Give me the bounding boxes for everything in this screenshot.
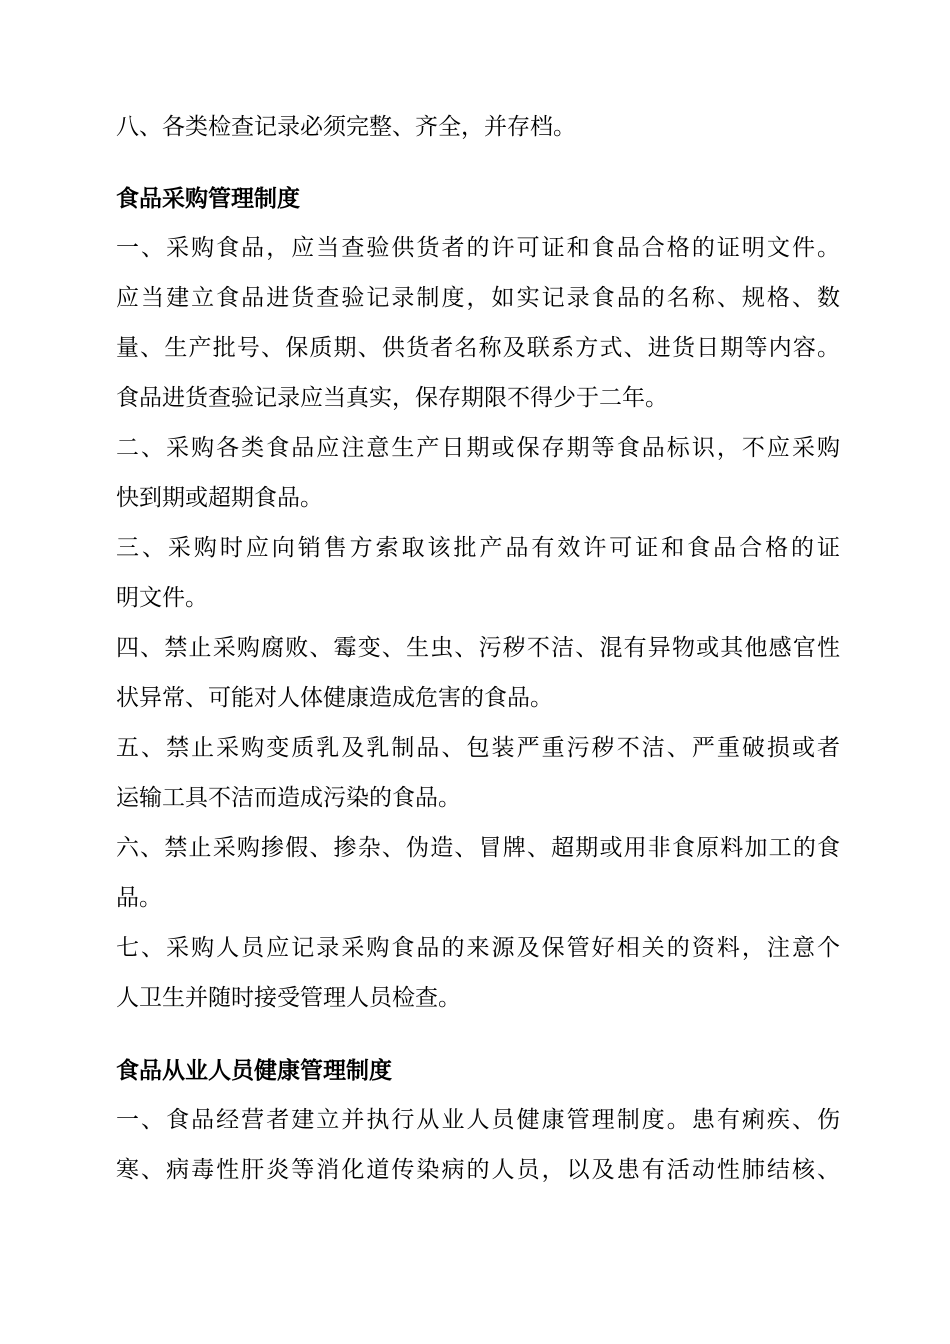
paragraph-line: 运输工具不洁而造成污染的食品。 bbox=[116, 785, 461, 811]
paragraph-line: 一、采购食品，应当查验供货者的许可证和食品合格的证明文件。 bbox=[116, 235, 840, 261]
paragraph-line: 四、禁止采购腐败、霉变、生虫、污秽不洁、混有异物或其他感官性 bbox=[116, 635, 840, 661]
section-title-procurement: 食品采购管理制度 bbox=[116, 185, 300, 212]
paragraph-line: 五、禁止采购变质乳及乳制品、包装严重污秽不洁、严重破损或者 bbox=[116, 735, 840, 761]
paragraph-line: 人卫生并随时接受管理人员检查。 bbox=[116, 985, 461, 1011]
paragraph-line: 品。 bbox=[116, 885, 162, 911]
paragraph-line: 六、禁止采购掺假、掺杂、伪造、冒牌、超期或用非食原料加工的食 bbox=[116, 835, 840, 861]
section-title-health: 食品从业人员健康管理制度 bbox=[116, 1057, 392, 1084]
paragraph-line: 明文件。 bbox=[116, 585, 208, 611]
paragraph-line: 一、食品经营者建立并执行从业人员健康管理制度。患有痢疾、伤 bbox=[116, 1107, 840, 1133]
paragraph-line: 状异常、可能对人体健康造成危害的食品。 bbox=[116, 685, 553, 711]
paragraph-line: 应当建立食品进货查验记录制度，如实记录食品的名称、规格、数 bbox=[116, 285, 840, 311]
paragraph-line: 七、采购人员应记录采购食品的来源及保管好相关的资料，注意个 bbox=[116, 935, 840, 961]
paragraph-line: 快到期或超期食品。 bbox=[116, 485, 323, 511]
clause-8: 八、各类检查记录必须完整、齐全，并存档。 bbox=[116, 114, 576, 140]
paragraph-line: 寒、病毒性肝炎等消化道传染病的人员，以及患有活动性肺结核、 bbox=[116, 1157, 840, 1183]
paragraph-line: 三、采购时应向销售方索取该批产品有效许可证和食品合格的证 bbox=[116, 535, 840, 561]
paragraph-line: 量、生产批号、保质期、供货者名称及联系方式、进货日期等内容。 bbox=[116, 335, 840, 361]
paragraph-line: 食品进货查验记录应当真实，保存期限不得少于二年。 bbox=[116, 385, 668, 411]
paragraph-line: 二、采购各类食品应注意生产日期或保存期等食品标识，不应采购 bbox=[116, 435, 840, 461]
